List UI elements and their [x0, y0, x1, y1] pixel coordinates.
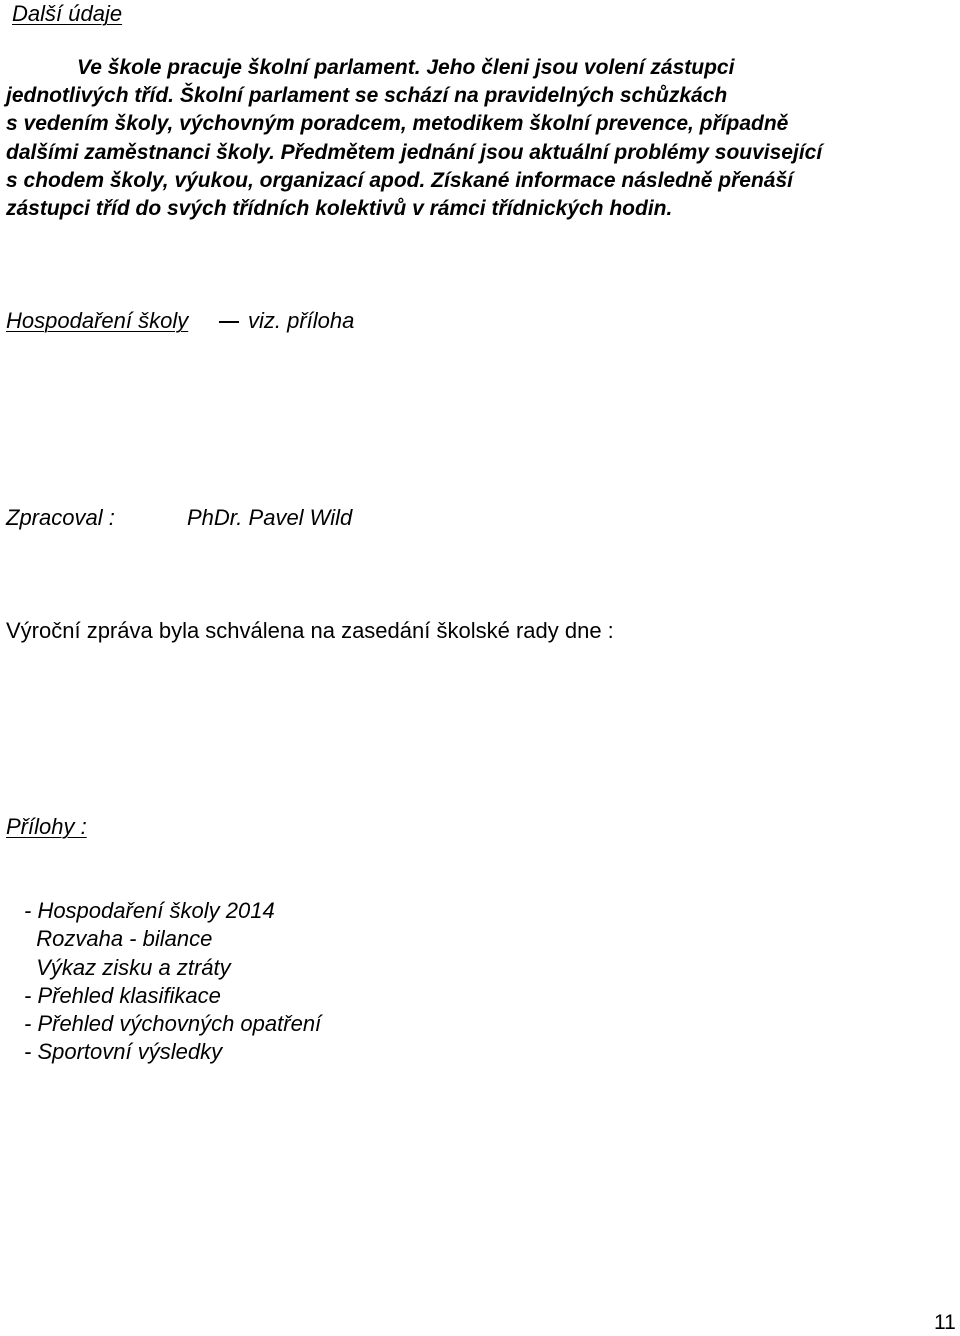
attachment-item: - Sportovní výsledky [24, 1039, 223, 1065]
prepared-by-name: PhDr. Pavel Wild [187, 505, 353, 530]
attachment-item: Výkaz zisku a ztráty [24, 954, 231, 980]
attachment-item: Rozvaha - bilance [24, 926, 213, 952]
page-number: 11 [934, 1311, 956, 1334]
attachments-title: Přílohy : [6, 814, 87, 839]
school-economy-label: Hospodaření školy [6, 308, 189, 333]
paragraph-line: s chodem školy, výukou, organizací apod. Získané informace následně přenáší [6, 168, 793, 192]
prepared-by-label: Zpracoval : [6, 505, 115, 530]
economy-dash [219, 321, 239, 323]
student-parliament-paragraph [6, 54, 954, 223]
paragraph-line: s vedením školy, výchovným poradcem, metodikem školní prevence, případně [6, 112, 789, 136]
paragraph-line: dalšími zaměstnanci školy. Předmětem jednání jsou aktuální problémy související [6, 140, 823, 164]
paragraph-line: zástupci tříd do svých třídních kolektivů v rámci třídnických hodin. [6, 197, 673, 221]
attachments-list [24, 897, 321, 1067]
paragraph-line: Ve škole pracuje školní parlament. Jeho členi jsou volení zástupci [77, 56, 735, 79]
attachment-item: - Přehled klasifikace [24, 982, 221, 1008]
school-economy-reference: viz. příloha [248, 308, 355, 333]
attachment-item: - Hospodaření školy 2014 [24, 898, 275, 923]
approval-statement: Výroční zpráva byla schválena na zasedání školské rady dne : [6, 618, 614, 643]
section-title: Další údaje [12, 1, 123, 26]
attachment-item: - Přehled výchovných opatření [24, 1011, 322, 1037]
paragraph-line: jednotlivých tříd. Školní parlament se schází na pravidelných schůzkách [6, 84, 728, 108]
